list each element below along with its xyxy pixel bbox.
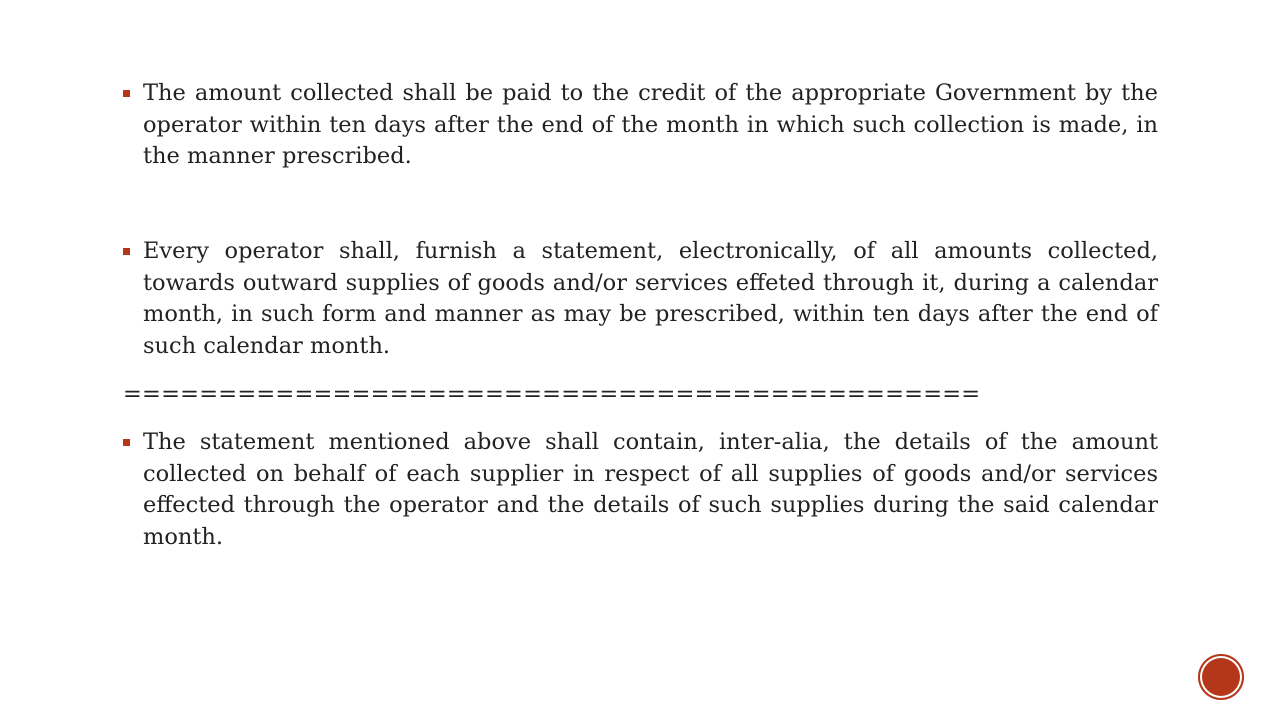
square-bullet-icon — [123, 248, 130, 255]
square-bullet-icon — [123, 439, 130, 446]
slide-number-circle-icon — [1198, 654, 1244, 700]
paragraph-text: The amount collected shall be paid to the credit of the appropriate Government by the operator within ten days after the end of the month in which such collection is made, in the manner prescribed. — [143, 80, 1158, 169]
separator-line: ============================================= — [123, 381, 981, 407]
paragraph-text: Every operator shall, furnish a statement, electronically, of all amounts collected, towards outward supplies of goods and/or services effeted through it, during a calendar month, in such form and manner as may be prescribed, within ten days after the end of such calendar month. — [143, 238, 1158, 359]
bullet-paragraph — [123, 236, 1158, 362]
bullet-paragraph — [123, 78, 1158, 173]
bullet-paragraph — [123, 427, 1158, 553]
square-bullet-icon — [123, 90, 130, 97]
paragraph-text: The statement mentioned above shall contain, inter-alia, the details of the amount collected on behalf of each supplier in respect of all supplies of goods and/or services effected through the operator and the details of such supplies during the said calendar month. — [143, 429, 1158, 550]
